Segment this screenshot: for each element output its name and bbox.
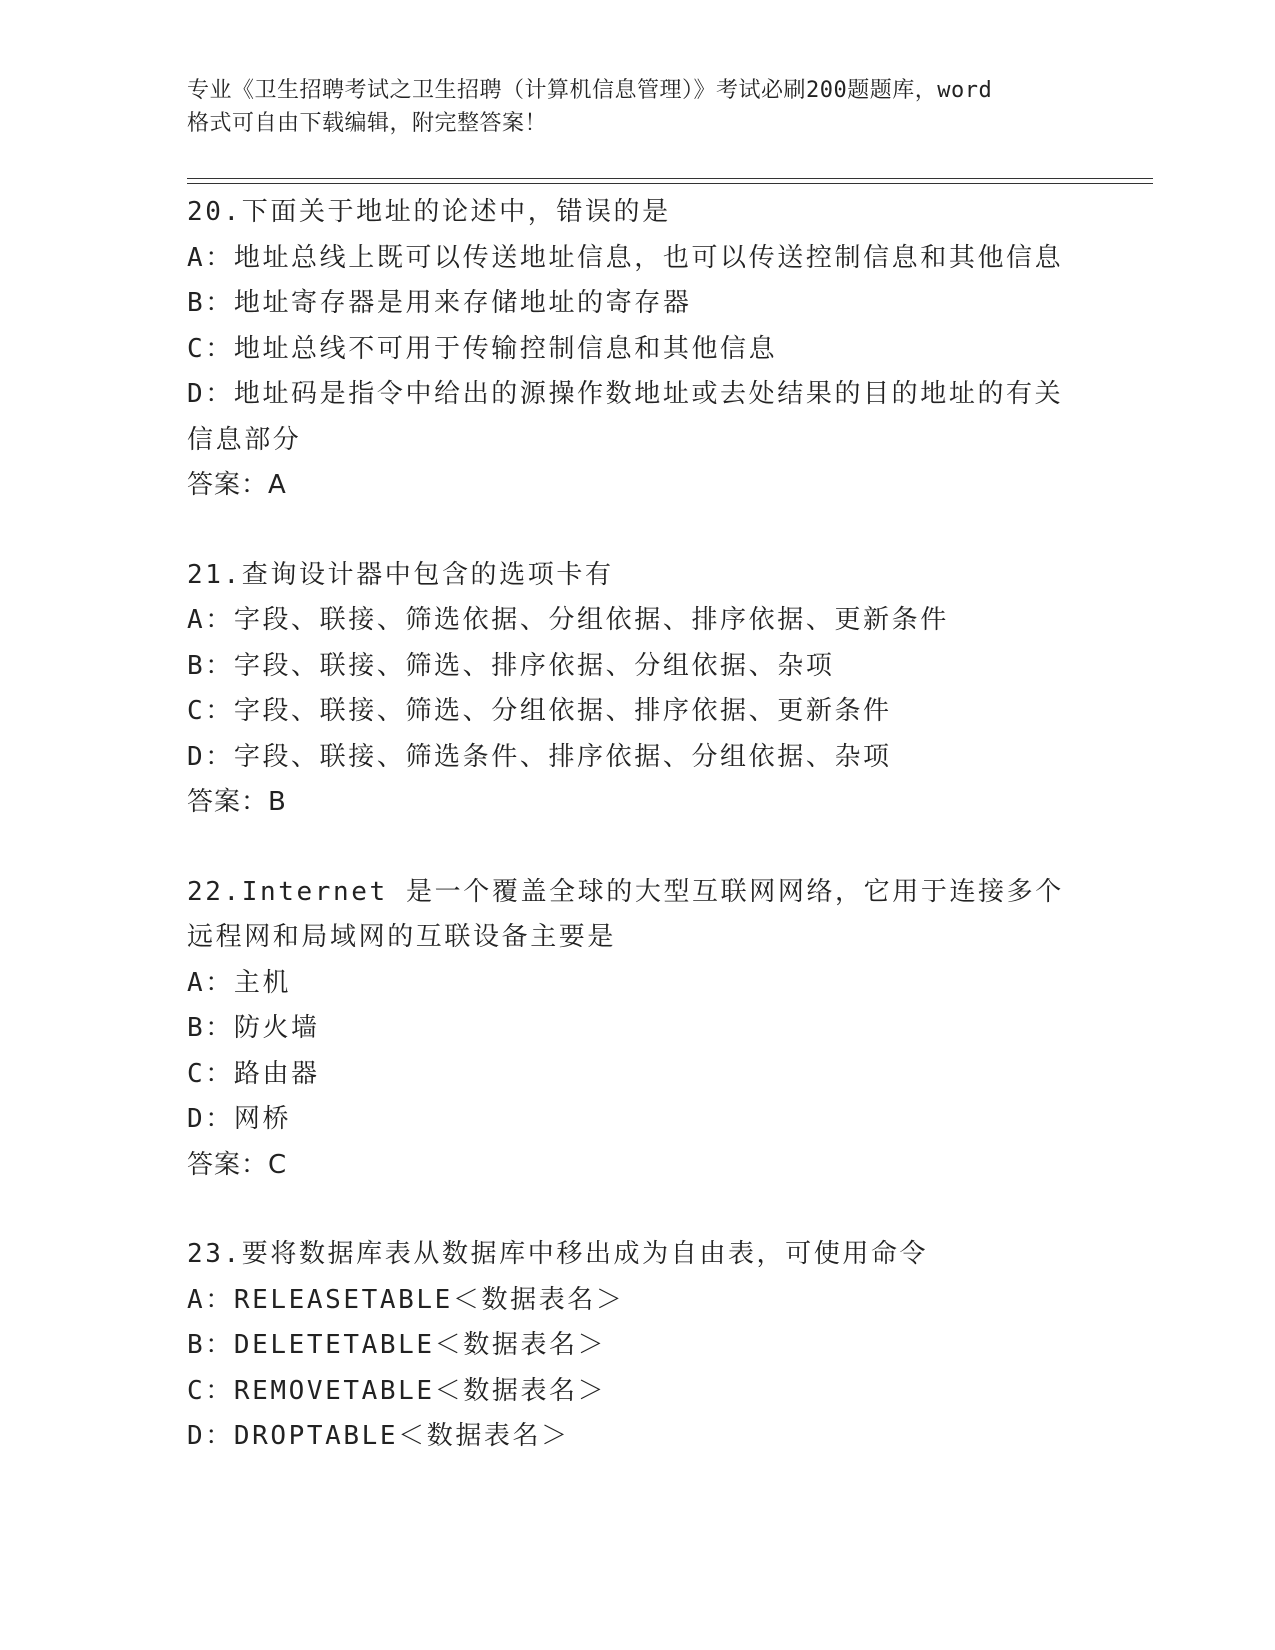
option-d: D：DROPTABLE＜数据表名＞ [187,1421,570,1451]
option-d: D：网桥 [187,1104,292,1134]
question-23 [187,1232,1147,1460]
question-stem: 22.Internet 是一个覆盖全球的大型互联网网络，它用于连接多个远程网和局域网的互联设备主要是 [187,876,1064,952]
header-divider-bottom [187,183,1153,184]
header-line-1: 专业《卫生招聘考试之卫生招聘（计算机信息管理）》考试必刷200题题库，word [187,78,993,103]
answer-line: 答案：B [187,787,287,817]
option-b: B：字段、联接、筛选、排序依据、分组依据、杂项 [187,650,835,681]
option-b: B：地址寄存器是用来存储地址的寄存器 [187,288,692,318]
question-list [187,190,1147,1460]
header-divider-top [187,178,1153,179]
option-c: C：字段、联接、筛选、分组依据、排序依据、更新条件 [187,696,892,726]
header-line-2: 格式可自由下载编辑，附完整答案！ [187,111,548,136]
option-c: C：地址总线不可用于传输控制信息和其他信息 [187,333,778,364]
option-a: A：RELEASETABLE＜数据表名＞ [187,1284,625,1315]
option-b: B：DELETETABLE＜数据表名＞ [187,1330,607,1360]
question-22 [187,870,1147,1189]
question-stem: 23.要将数据库表从数据库中移出成为自由表，可使用命令 [187,1239,929,1269]
option-d: D：地址码是指令中给出的源操作数地址或去处结果的目的地址的有关信息部分 [187,379,1064,455]
option-d: D：字段、联接、筛选条件、排序依据、分组依据、杂项 [187,741,892,772]
question-21 [187,553,1147,826]
option-c: C：路由器 [187,1058,320,1089]
option-c: C：REMOVETABLE＜数据表名＞ [187,1375,607,1406]
question-stem: 20.下面关于地址的论述中，错误的是 [187,197,671,227]
question-stem: 21.查询设计器中包含的选项卡有 [187,559,614,590]
document-header [187,74,1087,140]
answer-line: 答案：C [187,1149,288,1180]
option-a: A：主机 [187,967,292,998]
option-a: A：字段、联接、筛选依据、分组依据、排序依据、更新条件 [187,605,949,635]
option-a: A：地址总线上既可以传送地址信息，也可以传送控制信息和其他信息 [187,242,1064,273]
question-20 [187,190,1147,509]
answer-line: 答案：A [187,470,287,500]
option-b: B：防火墙 [187,1013,320,1043]
